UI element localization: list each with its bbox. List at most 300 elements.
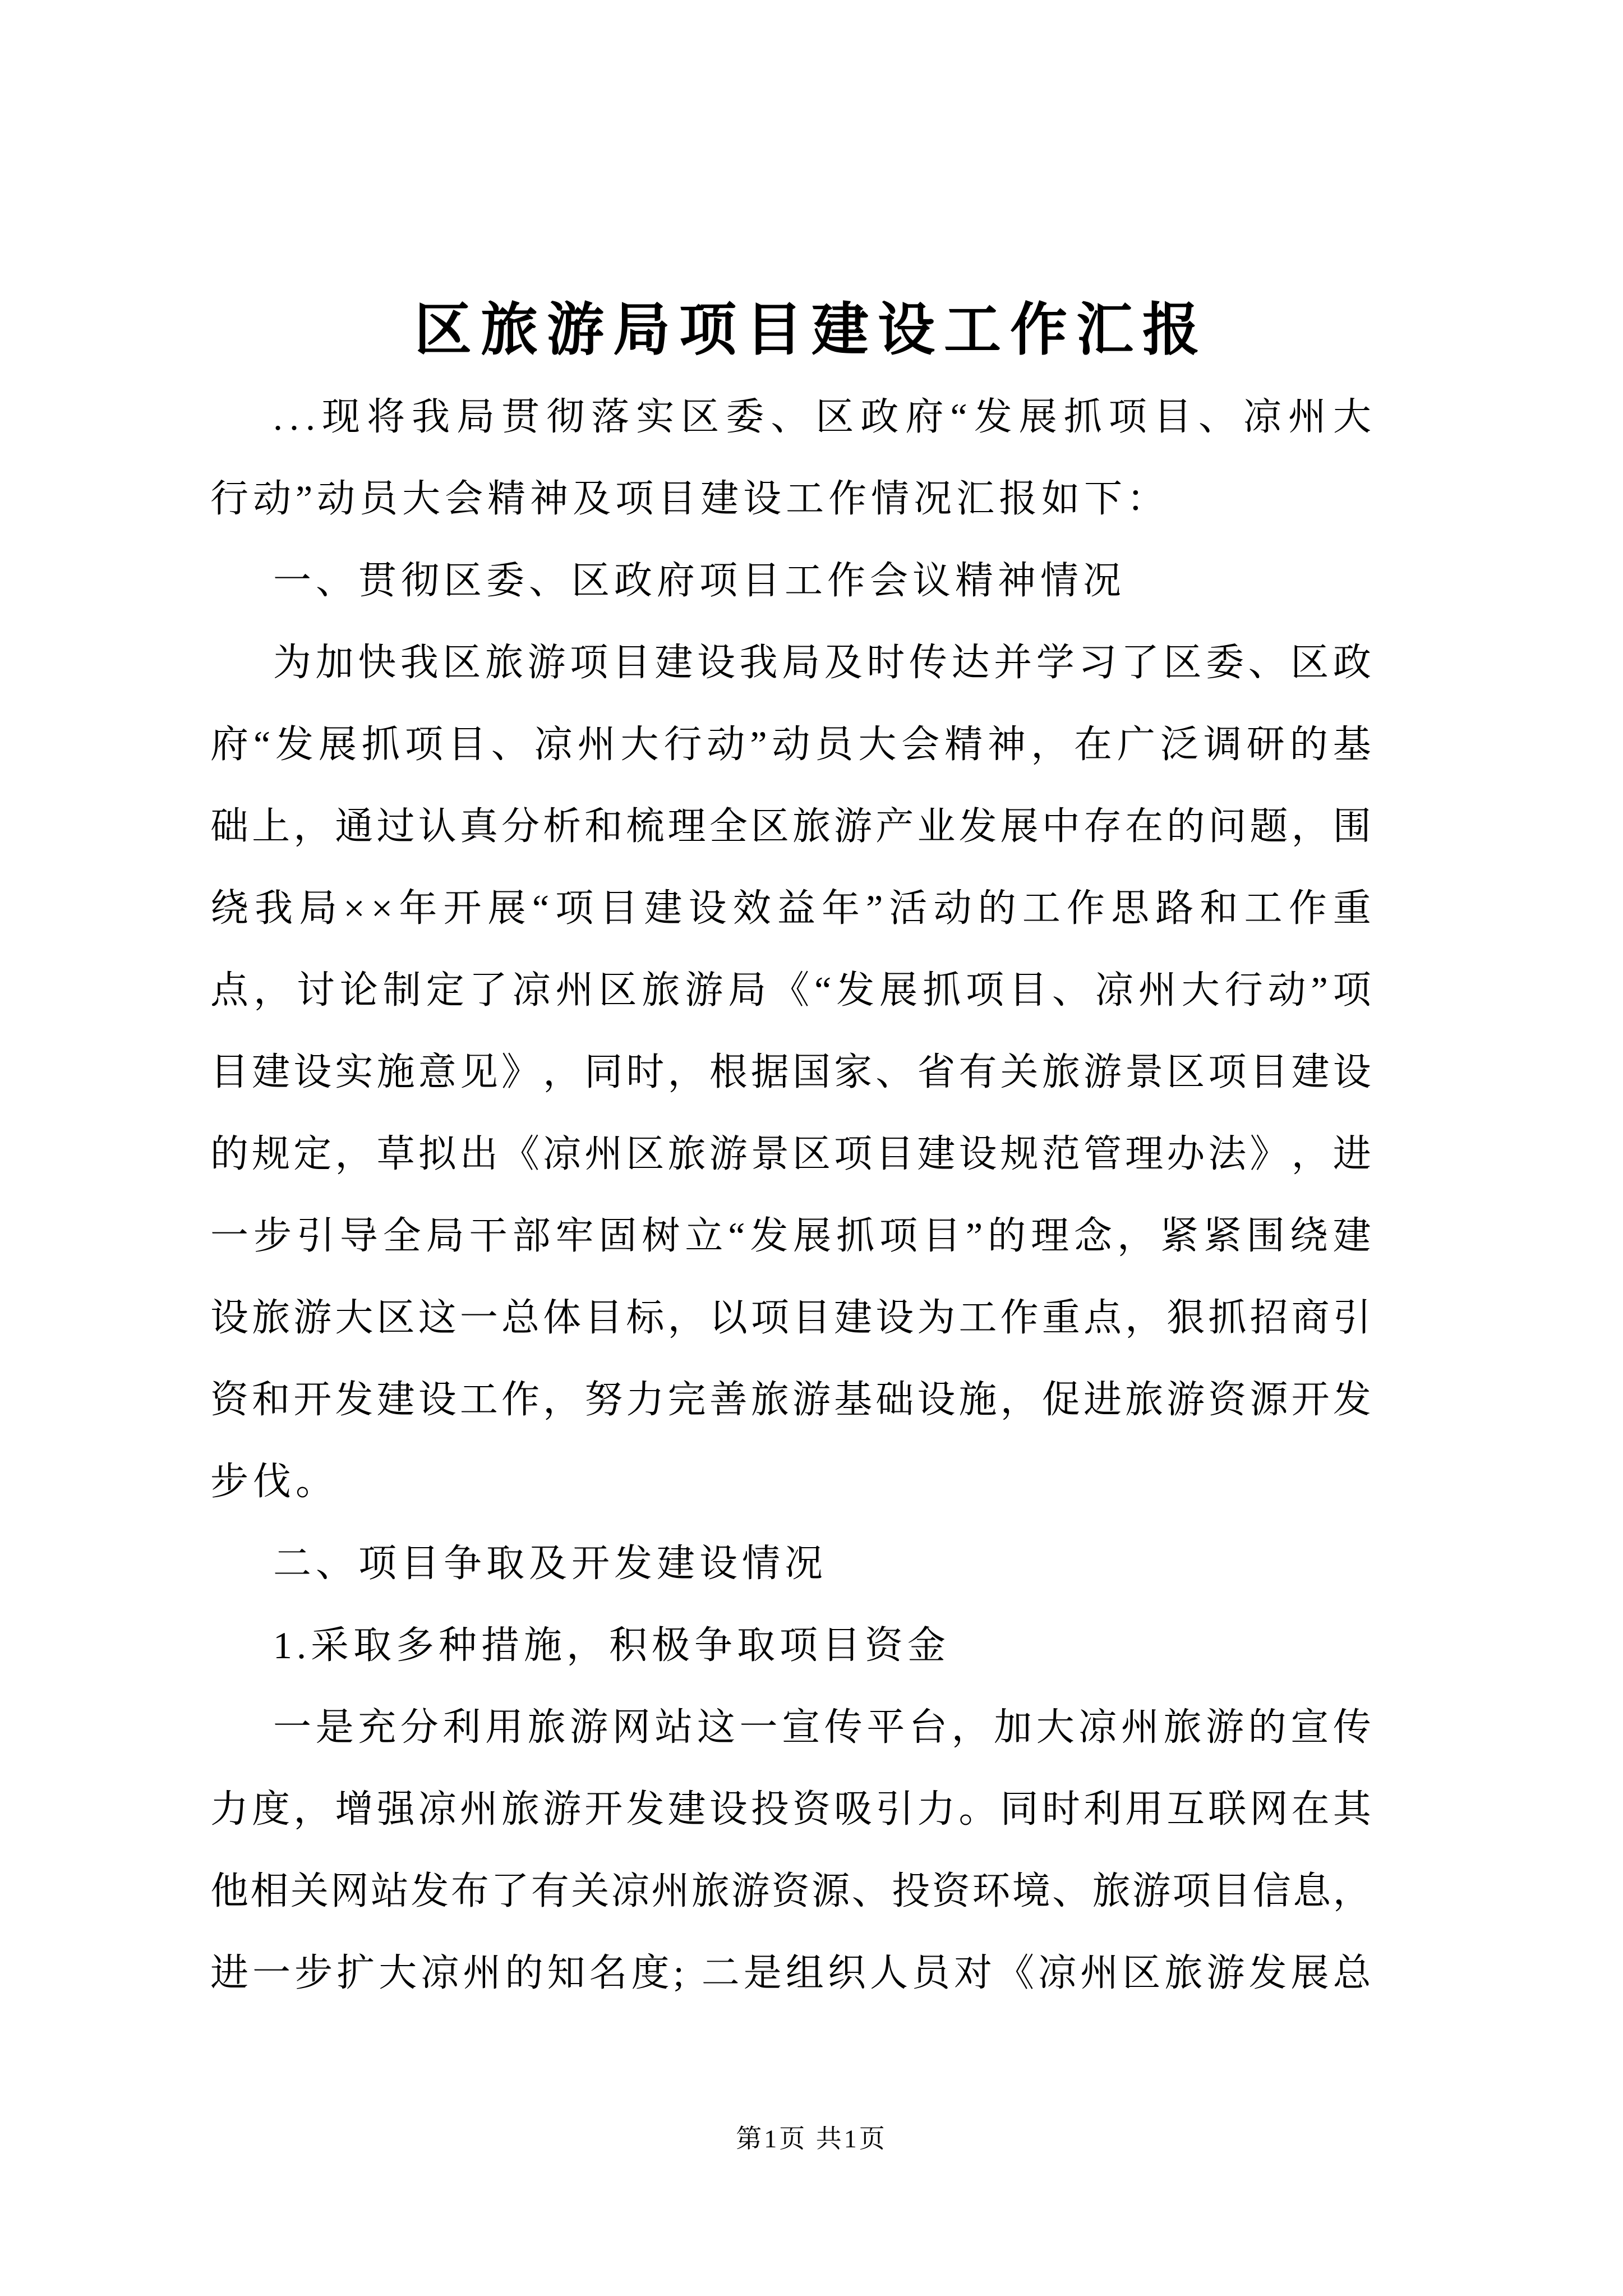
body-char: 的 — [1248, 1706, 1287, 1749]
body-char: “ — [814, 969, 832, 1011]
body-char: ， — [543, 1378, 582, 1421]
body-char: ， — [951, 1706, 990, 1749]
body-char: 工 — [459, 1378, 498, 1421]
body-line — [210, 1932, 1371, 2014]
body-char: 念 — [1074, 1214, 1113, 1257]
body-char: 凉 — [1243, 395, 1281, 438]
body-line — [210, 1113, 1371, 1195]
body-char: 游 — [1206, 1952, 1245, 1994]
body-char: 建 — [252, 1051, 291, 1093]
body-char: 源 — [811, 1870, 850, 1912]
body-char: 开 — [1291, 1378, 1330, 1421]
body-char: 办 — [1166, 1133, 1205, 1175]
body-char: 区 — [442, 641, 481, 684]
body-char: 一 — [739, 1706, 778, 1749]
body-char: 《 — [501, 1133, 540, 1175]
body-char: “ — [728, 1214, 745, 1257]
body-char: 基 — [834, 1378, 873, 1421]
body-char: 政 — [860, 395, 899, 438]
body-char: 游 — [834, 805, 873, 848]
body-char: 引 — [875, 1788, 914, 1830]
body-char: 互 — [1166, 1788, 1205, 1830]
body-char: 法 — [1208, 1133, 1247, 1175]
body-char: 局 — [426, 1214, 464, 1257]
body-char: 区 — [376, 1296, 415, 1339]
body-char: 区 — [626, 1133, 665, 1175]
body-line — [210, 1277, 1371, 1359]
body-char: 目 — [792, 1296, 831, 1339]
body-char: 区 — [792, 1133, 831, 1175]
body-char: 源 — [1249, 1378, 1288, 1421]
body-char: 了 — [491, 1870, 529, 1912]
body-char: 时 — [626, 1051, 665, 1093]
body-char: 旅 — [792, 805, 831, 848]
body-char: 旅 — [1125, 1378, 1164, 1421]
body-char: 进 — [1332, 1133, 1371, 1175]
body-char: 的 — [210, 1133, 249, 1175]
body-line — [210, 1686, 1371, 1768]
body-char: 时 — [866, 641, 905, 684]
body-char: 州 — [1121, 1706, 1159, 1749]
body-char: 游 — [543, 1788, 582, 1830]
body-char: 作 — [1288, 887, 1327, 930]
body-char: 委 — [726, 395, 764, 438]
body-char: 环 — [972, 1870, 1011, 1912]
body-char: 定 — [293, 1133, 332, 1175]
body-char: 建 — [376, 1378, 415, 1421]
body-char: 年 — [399, 887, 437, 930]
body-char: 关 — [290, 1870, 329, 1912]
document-title: 区旅游局项目建设工作汇报 — [414, 299, 1209, 362]
body-char: 抓 — [361, 723, 400, 766]
body-char: 凉 — [1095, 969, 1133, 1011]
body-char: 泛 — [1160, 723, 1198, 766]
body-char: 展 — [1000, 805, 1039, 848]
body-char: 大 — [1036, 1706, 1075, 1749]
body-char: 思 — [1111, 887, 1150, 930]
body-char: 凉 — [418, 1788, 457, 1830]
body-char: 平 — [866, 1706, 905, 1749]
body-char: 是 — [743, 1952, 782, 1994]
body-char: 展 — [879, 969, 918, 1011]
body-char: 范 — [1041, 1133, 1080, 1175]
body-char: 狠 — [1166, 1296, 1205, 1339]
body-char: 善 — [709, 1378, 748, 1421]
body-char: 目 — [600, 887, 638, 930]
body-char: 讨 — [296, 969, 335, 1011]
body-char: 见 — [459, 1051, 498, 1093]
body-char: 。 — [958, 1788, 997, 1830]
body-char: 投 — [892, 1870, 930, 1912]
body-char: 加 — [315, 641, 354, 684]
body-char: 立 — [685, 1214, 723, 1257]
body-char: 动 — [772, 723, 810, 766]
body-char: 过 — [376, 805, 415, 848]
body-char: 发 — [1248, 1952, 1287, 1994]
body-char: 游 — [685, 969, 723, 1011]
body-char: 对 — [954, 1952, 993, 1994]
body-char: 引 — [296, 1214, 335, 1257]
body-char: 游 — [293, 1296, 332, 1339]
body-char: 关 — [1000, 1051, 1039, 1093]
body-char: 加 — [994, 1706, 1032, 1749]
body-char: 旅 — [252, 1296, 291, 1339]
body-char: “ — [950, 395, 967, 438]
body-char: 绕 — [1289, 1214, 1328, 1257]
body-char: 设 — [917, 1378, 956, 1421]
body-char: 年 — [821, 887, 860, 930]
body-char: 网 — [612, 1706, 651, 1749]
body-char: 委 — [1206, 641, 1244, 684]
document-body — [210, 376, 1371, 2014]
body-char: ， — [667, 1051, 706, 1093]
body-char: × — [371, 887, 393, 930]
body-char: 在 — [1125, 805, 1164, 848]
body-char: 题 — [1249, 805, 1288, 848]
body-char: 重 — [1332, 887, 1371, 930]
body-char: 础 — [875, 1378, 914, 1421]
body-char: 力 — [626, 1378, 665, 1421]
body-char: 作 — [1066, 887, 1105, 930]
body-char: 凉 — [1038, 1952, 1077, 1994]
body-char: 抓 — [836, 1214, 875, 1257]
body-char: 网 — [1249, 1788, 1288, 1830]
body-char: 区 — [750, 805, 789, 848]
body-line: 步伐。 — [210, 1460, 339, 1503]
body-char: 员 — [815, 723, 854, 766]
body-char: 努 — [584, 1378, 623, 1421]
body-char: 息 — [1293, 1870, 1331, 1912]
body-char: 发 — [335, 1378, 374, 1421]
body-char: 贯 — [501, 395, 540, 438]
body-char: 习 — [1078, 641, 1117, 684]
body-char: 用 — [485, 1706, 523, 1749]
body-char: 宣 — [782, 1706, 820, 1749]
body-char: 行 — [1224, 969, 1263, 1011]
body-char: 游 — [1132, 1870, 1171, 1912]
body-char: ， — [335, 1133, 374, 1175]
body-char: 旅 — [750, 1378, 789, 1421]
body-char: 展 — [1018, 395, 1057, 438]
body-char: 通 — [335, 805, 374, 848]
body-char: 宣 — [1290, 1706, 1329, 1749]
body-char: 凉 — [534, 723, 573, 766]
body-char: . — [273, 395, 283, 438]
body-char: 这 — [418, 1296, 457, 1339]
body-char: 工 — [958, 1296, 997, 1339]
body-char: 凉 — [421, 1952, 459, 1994]
body-char: 传 — [824, 1706, 863, 1749]
body-char: 游 — [1083, 1051, 1122, 1093]
body-char: 局 — [299, 887, 338, 930]
body-char: 认 — [418, 805, 457, 848]
body-char: 凉 — [611, 1870, 649, 1912]
body-char: 开 — [443, 887, 482, 930]
body-char: 设 — [697, 641, 735, 684]
body-char: 度 — [631, 1952, 670, 1994]
body-char: 全 — [382, 1214, 421, 1257]
body-char: 定 — [426, 969, 464, 1011]
body-char: 资 — [932, 1870, 970, 1912]
body-char: 项 — [1208, 1051, 1247, 1093]
body-char: 发 — [974, 395, 1012, 438]
body-char: 建 — [654, 641, 693, 684]
body-char: 开 — [584, 1788, 623, 1830]
body-char: 发 — [750, 1214, 789, 1257]
body-char: 资 — [792, 1788, 831, 1830]
body-char: 传 — [909, 641, 947, 684]
body-char: 凉 — [1078, 1706, 1117, 1749]
body-char: 促 — [1041, 1378, 1080, 1421]
body-char: 干 — [469, 1214, 508, 1257]
body-char: 理 — [1031, 1214, 1069, 1257]
body-char: 研 — [1246, 723, 1285, 766]
body-char: 围 — [1246, 1214, 1285, 1257]
body-char: 同 — [1000, 1788, 1039, 1830]
body-char: 施 — [958, 1378, 997, 1421]
body-char: 析 — [543, 805, 582, 848]
body-char: 抓 — [1208, 1296, 1247, 1339]
body-char: 设 — [210, 1296, 249, 1339]
body-char: 、 — [1052, 969, 1090, 1011]
body-char: 我 — [412, 395, 450, 438]
body-char: 总 — [1332, 1952, 1371, 1994]
body-char: “ — [532, 887, 549, 930]
body-char: 组 — [785, 1952, 824, 1994]
body-char: 区 — [815, 395, 854, 438]
body-char: 府 — [905, 395, 944, 438]
body-char: 理 — [667, 805, 706, 848]
body-char: 为 — [273, 641, 312, 684]
body-char: 、 — [771, 395, 809, 438]
body-char: 动 — [1267, 969, 1306, 1011]
body-char: 出 — [459, 1133, 498, 1175]
body-char: 局 — [457, 395, 495, 438]
body-char: 目 — [1249, 1051, 1288, 1093]
body-char: 拟 — [418, 1133, 457, 1175]
body-char: ， — [667, 1296, 706, 1339]
body-char: 目 — [612, 641, 651, 684]
body-char: 名 — [589, 1952, 628, 1994]
body-char: 展 — [793, 1214, 832, 1257]
body-char: 、 — [875, 1051, 914, 1093]
body-char: ， — [1332, 1870, 1371, 1912]
body-char: 区 — [1290, 641, 1329, 684]
body-char: 意 — [418, 1051, 457, 1093]
body-char: 信 — [1252, 1870, 1291, 1912]
body-char: 目 — [923, 1214, 961, 1257]
body-char: 旅 — [642, 969, 680, 1011]
body-char: 区 — [1163, 641, 1202, 684]
body-char: 《 — [771, 969, 810, 1011]
body-line — [210, 949, 1371, 1031]
body-char: 设 — [958, 1133, 997, 1175]
body-char: 将 — [367, 395, 405, 438]
body-char: 旅 — [501, 1788, 540, 1830]
body-char: 点 — [1083, 1296, 1122, 1339]
body-char: 快 — [358, 641, 396, 684]
body-char: 同 — [584, 1051, 623, 1093]
body-char: 投 — [750, 1788, 789, 1830]
body-char: 设 — [709, 1788, 748, 1830]
body-char: 动 — [707, 723, 745, 766]
body-char: 站 — [370, 1870, 409, 1912]
body-char: 设 — [688, 887, 727, 930]
body-char: 分 — [501, 805, 540, 848]
body-char: 度 — [252, 1788, 291, 1830]
body-char: 用 — [1125, 1788, 1164, 1830]
body-char: 二 — [701, 1952, 740, 1994]
body-char: 家 — [834, 1051, 873, 1093]
body-char: 台 — [909, 1706, 947, 1749]
body-char: 紧 — [1160, 1214, 1198, 1257]
body-char: 发 — [275, 723, 314, 766]
body-char: 游 — [792, 1378, 831, 1421]
body-char: 局 — [782, 641, 820, 684]
body-char: 一 — [459, 1296, 498, 1339]
body-char: 旅 — [527, 1706, 566, 1749]
body-char: 、 — [1052, 1870, 1091, 1912]
body-char: 规 — [1000, 1133, 1039, 1175]
body-char: 设 — [293, 1051, 332, 1093]
body-char: 展 — [487, 887, 526, 930]
body-char: 和 — [252, 1378, 291, 1421]
body-char: 分 — [400, 1706, 439, 1749]
body-char: 总 — [501, 1296, 540, 1339]
body-char: 业 — [917, 805, 956, 848]
body-char: 充 — [358, 1706, 396, 1749]
body-char: 》 — [501, 1051, 540, 1093]
body-line: 1.采取多种措施，积极争取项目资金 — [273, 1624, 951, 1667]
body-char: 神 — [988, 723, 1026, 766]
body-char: 吸 — [834, 1788, 873, 1830]
body-char: 关 — [571, 1870, 610, 1912]
body-char: ， — [1117, 1214, 1155, 1257]
body-char: 游 — [1206, 1706, 1244, 1749]
body-char: 项 — [966, 969, 1004, 1011]
body-char: 制 — [382, 969, 421, 1011]
body-char: 的 — [978, 887, 1016, 930]
body-line: 行动”动员大会精神及项目建设工作情况汇报如下： — [210, 477, 1170, 520]
body-char: 》 — [1249, 1133, 1288, 1175]
body-char: 了 — [469, 969, 508, 1011]
body-char: 区 — [681, 395, 720, 438]
body-char: ” — [1311, 969, 1328, 1011]
body-char: ， — [1125, 1296, 1164, 1339]
body-char: 府 — [210, 723, 249, 766]
body-char: 发 — [958, 805, 997, 848]
body-char: ” — [750, 723, 767, 766]
body-char: 旅 — [691, 1870, 730, 1912]
body-char: 旅 — [1092, 1870, 1131, 1912]
body-char: 强 — [376, 1788, 415, 1830]
body-char: 力 — [917, 1788, 956, 1830]
body-char: 进 — [210, 1952, 249, 1994]
body-char: 重 — [1041, 1296, 1080, 1339]
body-char: 是 — [315, 1706, 354, 1749]
body-char: 存 — [1083, 805, 1122, 848]
body-char: 发 — [1332, 1378, 1371, 1421]
body-char: 在 — [1074, 723, 1113, 766]
body-char: 活 — [889, 887, 928, 930]
body-char: 和 — [1200, 887, 1238, 930]
body-char: 我 — [400, 641, 439, 684]
body-char: 部 — [512, 1214, 551, 1257]
body-char: 规 — [252, 1133, 291, 1175]
body-char: 彻 — [546, 395, 585, 438]
body-char: 大 — [379, 1952, 417, 1994]
body-char: 标 — [626, 1296, 665, 1339]
body-char: 作 — [1000, 1296, 1039, 1339]
body-char: 知 — [547, 1952, 585, 1994]
body-line — [210, 1359, 1371, 1441]
body-char: . — [289, 395, 299, 438]
body-char: 体 — [543, 1296, 582, 1339]
body-char: ， — [1000, 1378, 1039, 1421]
body-char: 建 — [1291, 1051, 1330, 1093]
body-char: 草 — [376, 1133, 415, 1175]
body-char: 员 — [912, 1952, 951, 1994]
body-line — [210, 622, 1371, 703]
body-char: 工 — [1244, 887, 1283, 930]
body-char: 实 — [335, 1051, 374, 1093]
body-char: 及 — [824, 641, 863, 684]
body-char: 围 — [1332, 805, 1371, 848]
body-char — [688, 1932, 698, 2014]
body-char: 建 — [1332, 1214, 1371, 1257]
body-char: 的 — [988, 1214, 1026, 1257]
body-char: 、 — [851, 1870, 890, 1912]
body-char: 州 — [555, 969, 594, 1011]
body-char: 游 — [527, 641, 566, 684]
body-char: 设 — [875, 1296, 914, 1339]
body-char: 完 — [667, 1378, 706, 1421]
body-char: 实 — [636, 395, 675, 438]
body-char: 建 — [834, 1296, 873, 1339]
body-char: 大 — [858, 723, 897, 766]
body-char: ” — [866, 887, 883, 930]
body-char: 作 — [501, 1378, 540, 1421]
body-char: 景 — [1125, 1051, 1164, 1093]
page-footer: 第1页 共1页 — [736, 2124, 887, 2153]
body-char: 发 — [411, 1870, 449, 1912]
body-char: 梳 — [626, 805, 665, 848]
body-char: 的 — [1166, 805, 1205, 848]
body-char: ， — [293, 1788, 332, 1830]
body-char: 旅 — [667, 1133, 706, 1175]
body-char: 大 — [335, 1296, 374, 1339]
body-char: 工 — [1022, 887, 1061, 930]
body-line — [210, 1850, 1371, 1932]
body-line — [210, 867, 1371, 949]
body-char: 项 — [1108, 395, 1147, 438]
body-char: 利 — [442, 1706, 481, 1749]
body-char: 有 — [958, 1051, 997, 1093]
body-char: 区 — [1166, 1051, 1205, 1093]
body-char: 落 — [591, 395, 630, 438]
body-char: 州 — [577, 723, 616, 766]
body-char: 目 — [1212, 1870, 1251, 1912]
body-char: 牢 — [555, 1214, 594, 1257]
body-char: 网 — [330, 1870, 369, 1912]
body-char: 根 — [709, 1051, 748, 1093]
body-char: 、 — [1248, 641, 1287, 684]
body-line: 一、贯彻区委、区政府项目工作会议精神情况 — [273, 559, 1126, 602]
body-char: 时 — [1041, 1788, 1080, 1830]
body-char: 区 — [598, 969, 637, 1011]
body-char: 抓 — [1063, 395, 1102, 438]
body-char: 项 — [879, 1214, 918, 1257]
